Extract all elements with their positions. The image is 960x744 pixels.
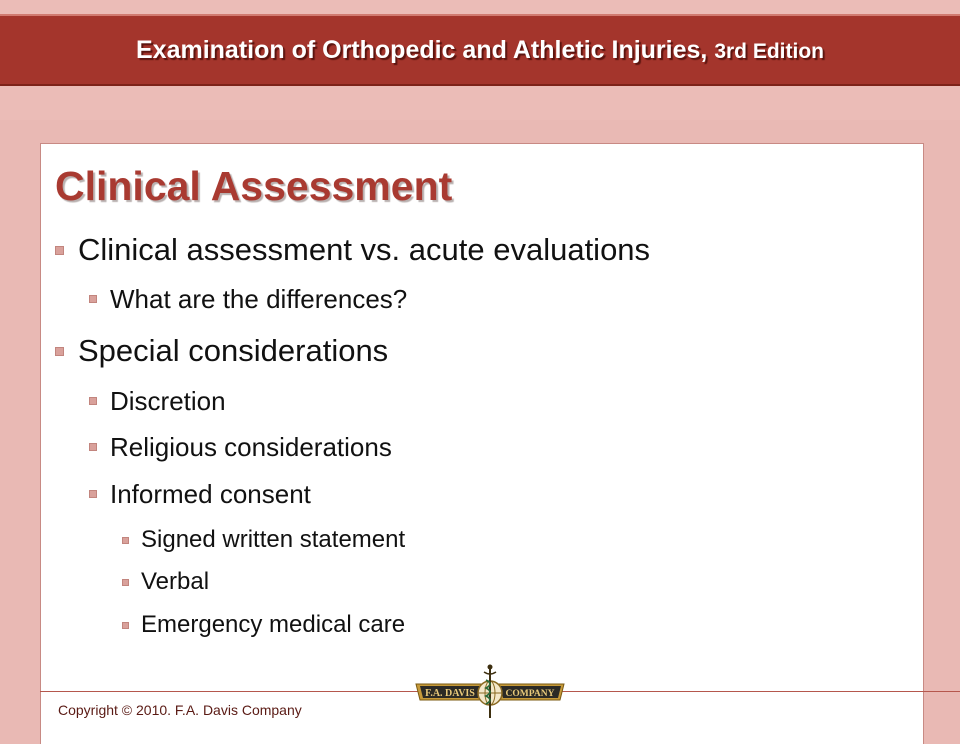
bullet-item	[89, 382, 226, 420]
logo-right-text: COMPANY	[505, 689, 555, 699]
caduceus-icon	[478, 665, 502, 719]
square-bullet-icon	[55, 246, 64, 255]
bullet-item	[89, 475, 311, 513]
square-bullet-icon	[55, 347, 64, 356]
bullet-text: Emergency medical care	[141, 611, 406, 638]
square-bullet-icon	[89, 397, 97, 405]
square-bullet-icon	[89, 295, 97, 303]
header-edition: 3rd Edition	[714, 39, 824, 63]
bullet-item	[122, 523, 405, 557]
square-bullet-icon	[122, 622, 129, 629]
bullet-text: What are the differences?	[110, 283, 408, 314]
bullet-text: Signed written statement	[141, 526, 406, 553]
bullet-text: Clinical assessment vs. acute evaluations	[78, 232, 651, 267]
logo-left-text: F.A. DAVIS	[425, 688, 475, 699]
bullet-item	[122, 608, 405, 642]
square-bullet-icon	[122, 579, 129, 586]
bullet-text: Informed consent	[110, 478, 311, 509]
bullet-text: Verbal	[141, 568, 210, 595]
copyright-text: Copyright © 2010. F.A. Davis Company	[58, 702, 302, 718]
bullet-text: Religious considerations	[110, 431, 392, 462]
bullet-text: Discretion	[110, 385, 226, 416]
square-bullet-icon	[89, 490, 97, 498]
bullet-item	[89, 280, 407, 318]
fa-davis-logo	[414, 662, 566, 720]
bullet-item	[89, 428, 392, 466]
square-bullet-icon	[122, 537, 129, 544]
header-title-text: Examination of Orthopedic and Athletic Injuries,	[136, 35, 708, 64]
slide-title: Clinical Assessment	[55, 163, 453, 209]
square-bullet-icon	[89, 443, 97, 451]
bullet-item	[55, 228, 650, 272]
bullet-text: Special considerations	[78, 333, 389, 368]
bullet-item	[122, 565, 209, 599]
bullet-item	[55, 329, 388, 373]
